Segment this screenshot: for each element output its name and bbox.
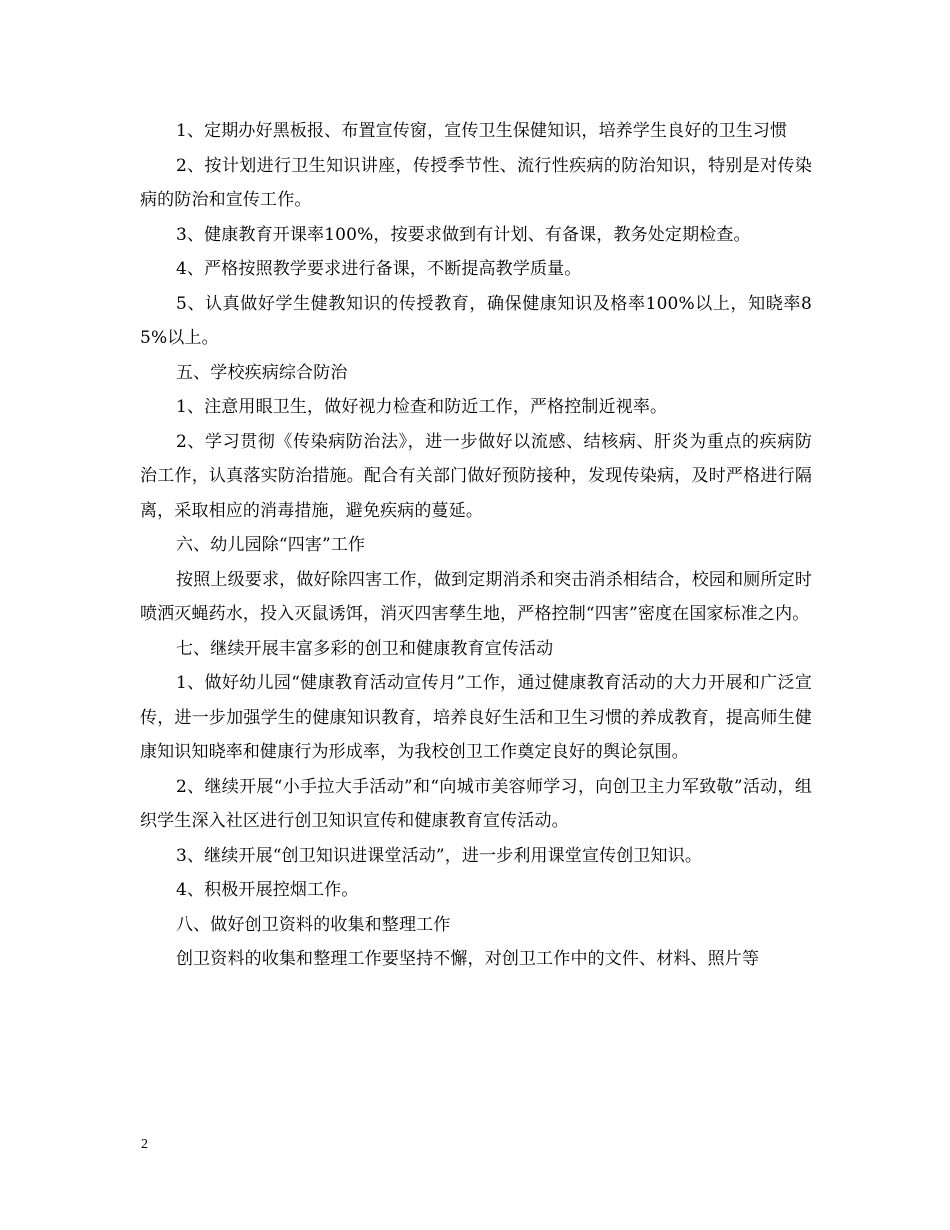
paragraph-7-2: 2、继续开展“小手拉大手活动”和“向城市美容师学习，向创卫主力军致敬”活动，组织学生深入社区进行创卫知识宣传和健康教育宣传活动。 bbox=[140, 776, 812, 831]
paragraph-4: 4、严格按照教学要求进行备课，不断提高教学质量。 bbox=[176, 259, 582, 279]
paragraph-7-1: 1、做好幼儿园“健康教育活动宣传月”工作，通过健康教育活动的大力开展和广泛宣传，进一步加强学生的健康知识教育，培养良好生活和卫生习惯的养成教育，提高师生健康知识知晓率和健康行为形成率，为我校创卫工作奠定良好的舆论氛围。 bbox=[140, 673, 812, 762]
paragraph-7-4: 4、积极开展控烟工作。 bbox=[176, 880, 359, 900]
paragraph-5-1: 1、注意用眼卫生，做好视力检查和防近工作，严格控制近视率。 bbox=[176, 397, 668, 417]
section-heading-7: 七、继续开展丰富多彩的创卫和健康教育宣传活动 bbox=[176, 638, 554, 659]
paragraph-1: 1、定期办好黑板报、布置宣传窗，宣传卫生保健知识，培养学生良好的卫生习惯 bbox=[176, 121, 788, 141]
section-heading-6: 六、幼儿园除“四害”工作 bbox=[176, 535, 366, 555]
paragraph-6-1: 按照上级要求，做好除四害工作，做到定期消杀和突击消杀相结合，校园和厕所定时喷洒灭蝇药水，投入灭鼠诱饵，消灭四害孳生地，严格控制“四害”密度在国家标准之内。 bbox=[140, 569, 812, 624]
paragraph-5: 5、认真做好学生健教知识的传授教育，确保健康知识及格率100%以上，知晓率85%以上。 bbox=[140, 293, 812, 348]
paragraph-8-1: 创卫资料的收集和整理工作要坚持不懈，对创卫工作中的文件、材料、照片等 bbox=[176, 949, 760, 969]
page-body bbox=[140, 114, 812, 977]
section-heading-8: 八、做好创卫资料的收集和整理工作 bbox=[176, 914, 451, 935]
paragraph-7-3: 3、继续开展“创卫知识进课堂活动”，进一步利用课堂宣传创卫知识。 bbox=[176, 845, 702, 866]
section-heading-5: 五、学校疾病综合防治 bbox=[176, 362, 348, 383]
paragraph-3: 3、健康教育开课率100%，按要求做到有计划、有备课，教务处定期检查。 bbox=[176, 224, 751, 245]
paragraph-5-2: 2、学习贯彻《传染病防治法》，进一步做好以流感、结核病、肝炎为重点的疾病防治工作，认真落实防治措施。配合有关部门做好预防接种，发现传染病，及时严格进行隔离，采取相应的消毒措施，避免疾病的蔓延。 bbox=[140, 431, 812, 521]
paragraph-2: 2、按计划进行卫生知识讲座，传授季节性、流行性疾病的防治知识，特别是对传染病的防治和宣传工作。 bbox=[140, 155, 812, 210]
page-number: 2 bbox=[141, 1137, 148, 1152]
